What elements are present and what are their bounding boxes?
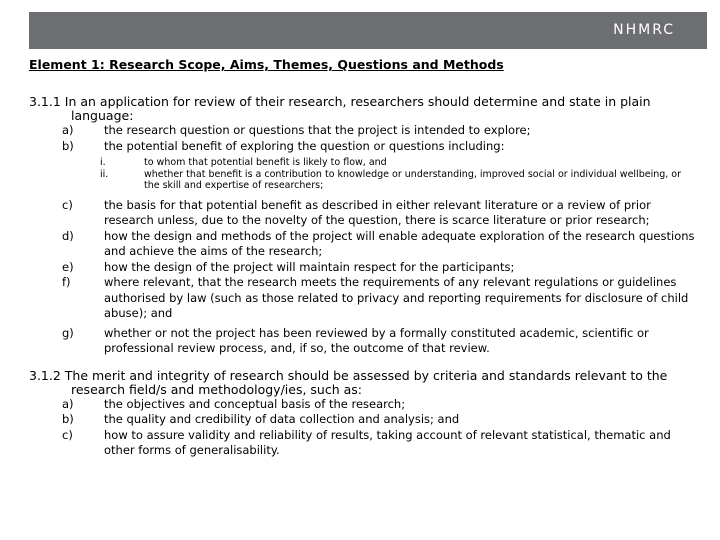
- brand-logo-text: NHMRC: [613, 22, 675, 38]
- list-item-text: how to assure validity and reliability of results, taking account of relevant statistical, thematic and other forms of generalisability.: [104, 427, 671, 457]
- sub-list-marker: i.: [100, 157, 106, 168]
- list-marker: a): [62, 396, 74, 411]
- list-marker: a): [62, 123, 74, 137]
- sub-list-item: [29, 169, 699, 192]
- page-title: Element 1: Research Scope, Aims, Themes, Questions and Methods: [29, 57, 504, 72]
- section-3-1-2: [29, 369, 699, 459]
- list-marker: c): [62, 427, 73, 442]
- list-item: [29, 326, 699, 357]
- list-item: [29, 275, 699, 322]
- list-item: [29, 229, 699, 260]
- list-item-text: the quality and credibility of data collection and analysis; and: [104, 412, 460, 426]
- section-3-1-2-list: [29, 397, 699, 459]
- list-item: [29, 139, 699, 155]
- list-marker: e): [62, 259, 74, 274]
- list-item: [29, 123, 699, 139]
- list-marker: d): [62, 228, 74, 243]
- list-item-text: the objectives and conceptual basis of the research;: [104, 396, 406, 411]
- list-marker: f): [62, 275, 71, 289]
- list-item: [29, 198, 699, 229]
- section-3-1-1-list-continued: [29, 198, 699, 357]
- sub-list: [29, 157, 699, 192]
- document-body: [29, 95, 699, 459]
- list-item-text: how the design of the project will maintain respect for the participants;: [104, 259, 515, 274]
- list-item-text: the potential benefit of exploring the question or questions including:: [104, 138, 505, 153]
- list-item-text: the basis for that potential benefit as described in either relevant literature or a review of prior research unless, due to the novelty of the question, there is scarce literature or prior research;: [104, 197, 651, 227]
- list-item: [29, 412, 699, 428]
- list-item-text: how the design and methods of the project will enable adequate exploration of the research questions and achieve the aims of the research;: [104, 228, 695, 258]
- sub-list-item-text: whether that benefit is a contribution to knowledge or understanding, improved social or individual wellbeing, or the skill and expertise of researchers;: [144, 168, 682, 191]
- list-item-text: where relevant, that the research meets the requirements of any relevant regulations or guidelines authorised by law (such as those related to privacy and reporting requirements for disclosure of child abuse); and: [104, 275, 689, 320]
- section-3-1-1-list: [29, 123, 699, 154]
- list-marker: g): [62, 325, 74, 340]
- list-item-text: whether or not the project has been reviewed by a formally constituted academic, scientific or professional review process, and, if so, the outcome of that review.: [104, 325, 649, 355]
- list-item-text: the research question or questions that the project is intended to explore;: [104, 123, 531, 137]
- list-item: [29, 428, 699, 459]
- list-item: [29, 397, 699, 413]
- sub-list-item: [29, 157, 699, 169]
- header-bar: [29, 12, 707, 49]
- list-marker: b): [62, 412, 74, 426]
- section-heading-3-1-1: 3.1.1 In an application for review of their research, researchers should determine and state in plain language:: [29, 94, 651, 123]
- sub-list-item-text: to whom that potential benefit is likely to flow, and: [144, 157, 387, 168]
- list-marker: c): [62, 197, 73, 212]
- list-marker: b): [62, 138, 74, 153]
- list-item: [29, 260, 699, 276]
- section-heading-3-1-2: 3.1.2 The merit and integrity of research should be assessed by criteria and standards relevant to the research field/s and methodology/ies, such as:: [29, 367, 668, 397]
- sub-list-marker: ii.: [100, 168, 109, 180]
